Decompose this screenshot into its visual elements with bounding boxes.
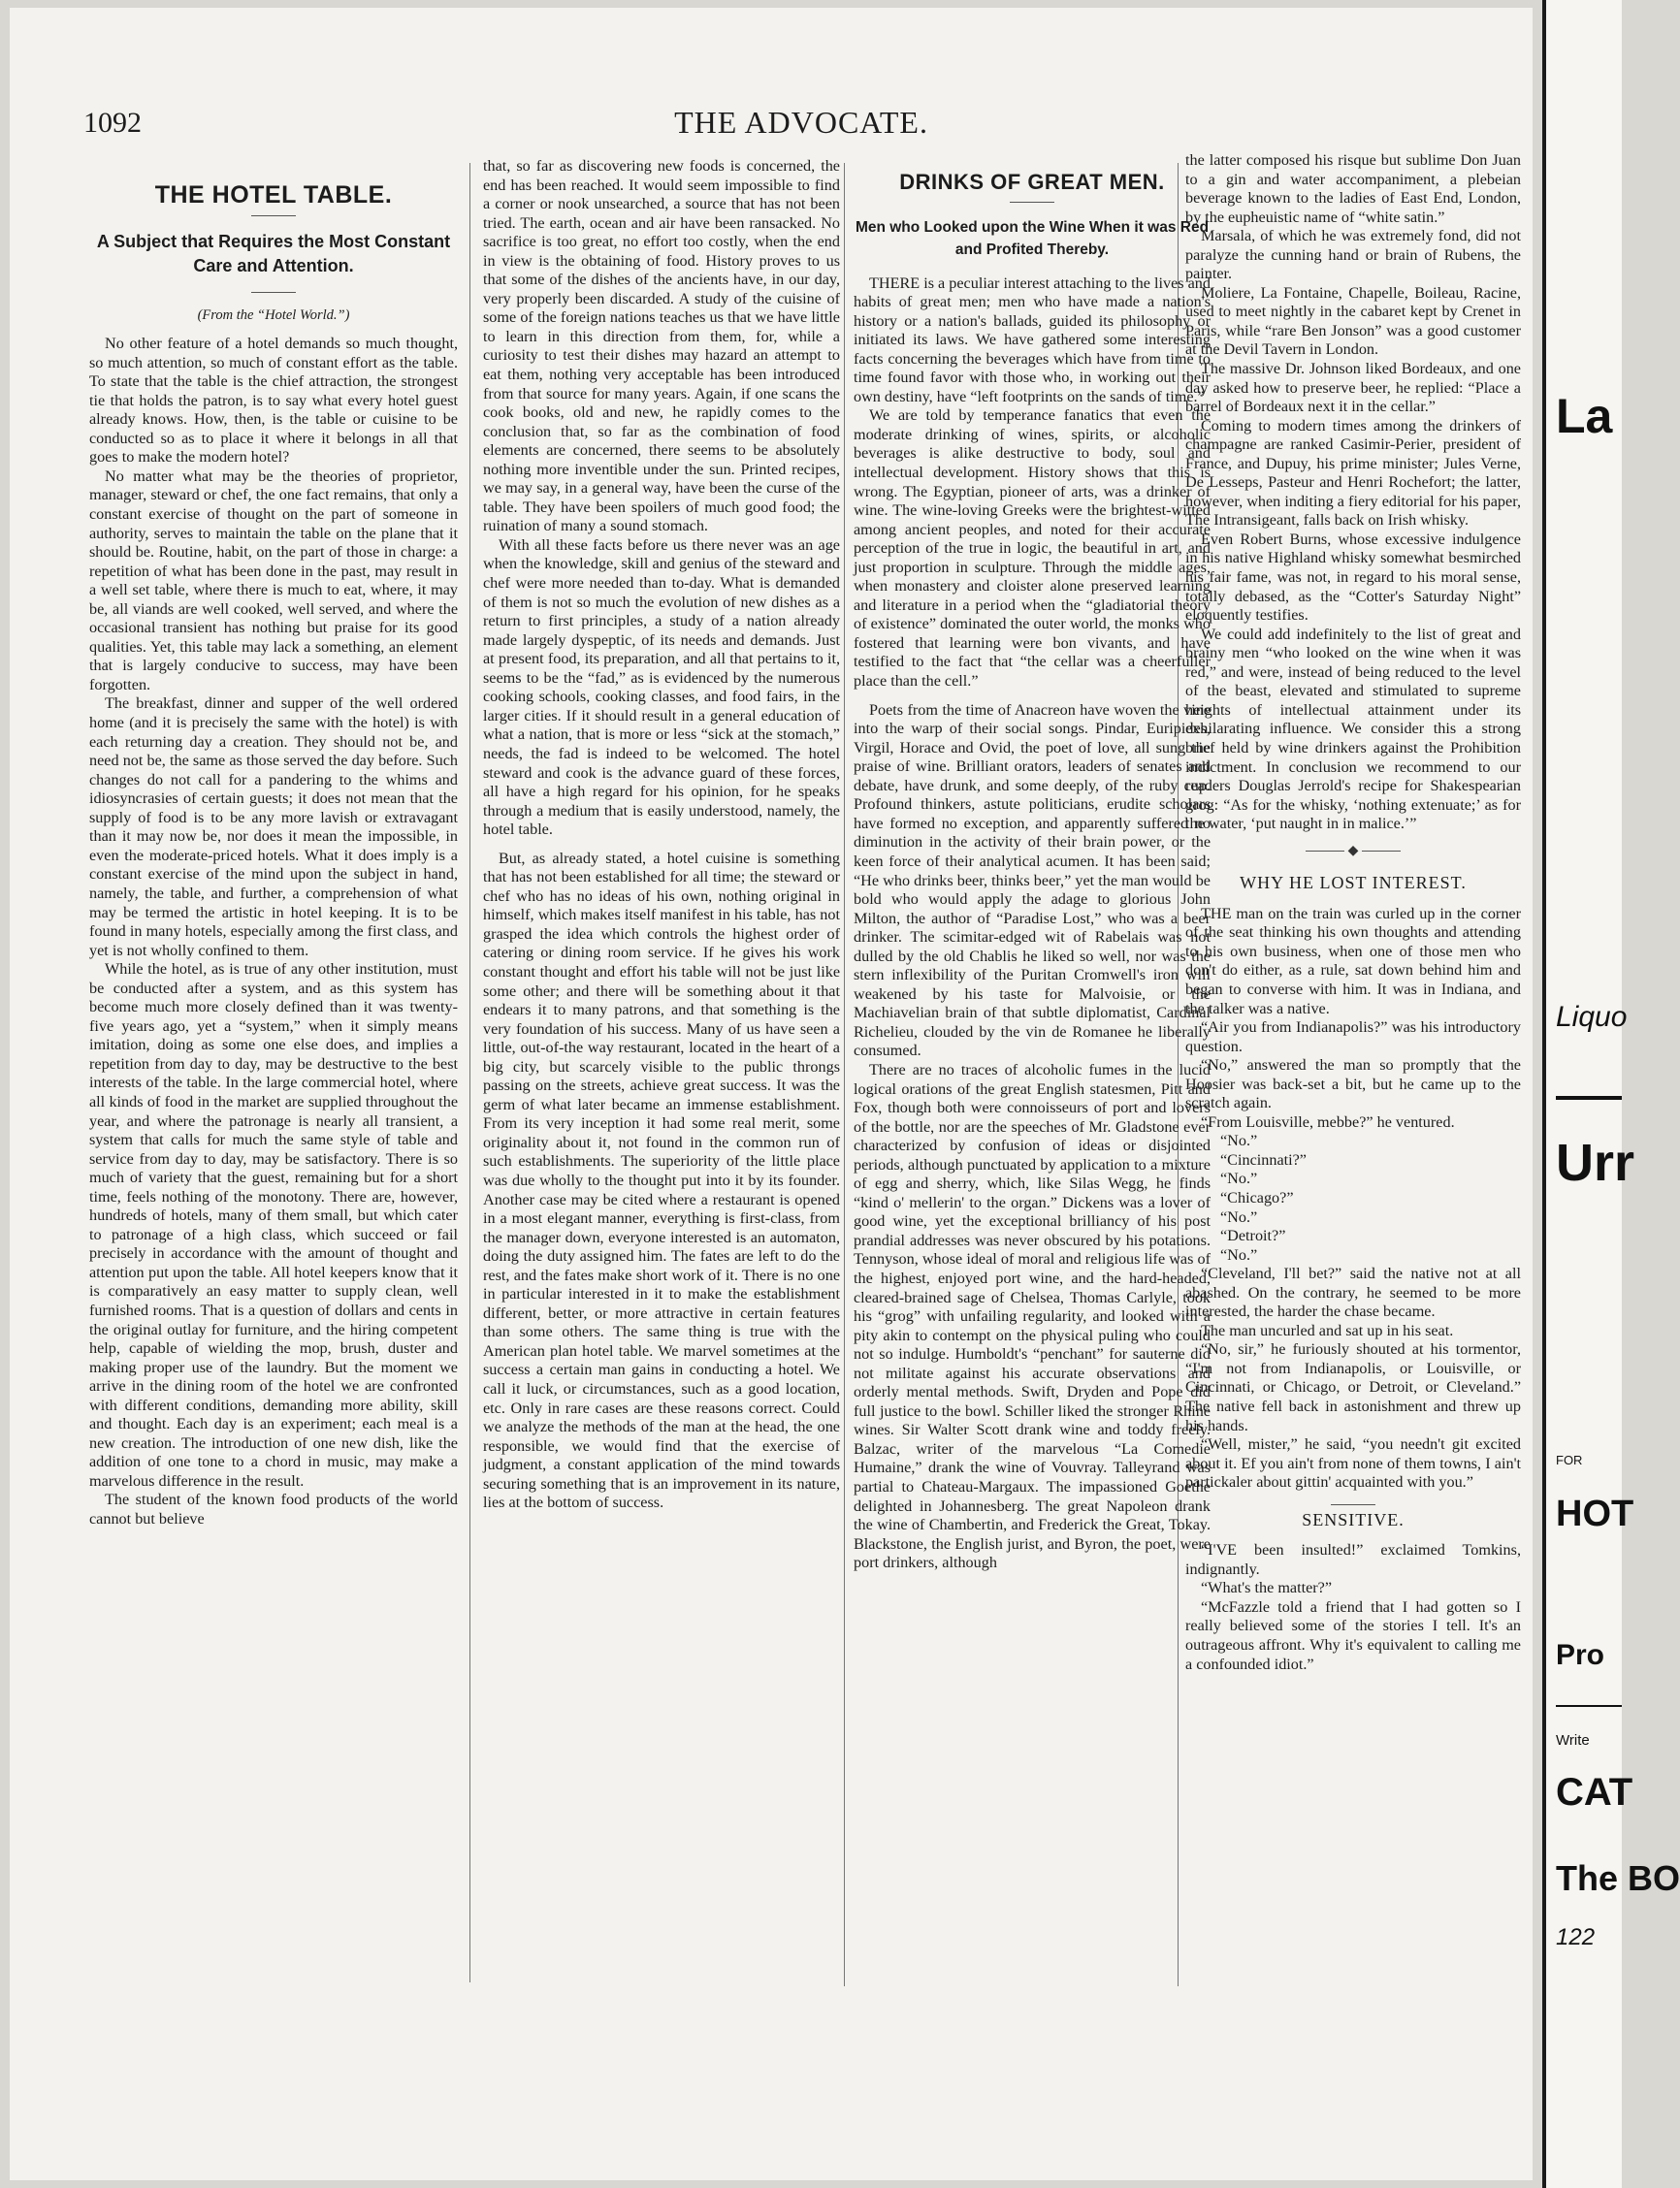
paragraph: Moliere, La Fontaine, Chapelle, Boileau, Racine, used to meet nightly in the cabaret kept by Crenet in Paris, while “rare Ben Jonson” was a good customer at the Devil Tavern in London. xyxy=(1185,283,1521,359)
article-headline: THE HOTEL TABLE. xyxy=(154,181,393,209)
dialogue-line: “No.” xyxy=(1220,1207,1258,1226)
paragraph: the latter composed his risque but sublime Don Juan to a gin and water accompaniment, a plebeian beverage known to the ladies of East End, London, by the eupheuistic name of “white satin.” xyxy=(1185,151,1521,226)
dialogue-line: “No.” xyxy=(1220,1245,1258,1264)
section-divider xyxy=(1331,1504,1375,1505)
paragraph: “No, sir,” he furiously shouted at his tormentor, “I'm not from Indianapolis, or Louisville, or Cincinnati, or Chicago, or Detroit, or Cleveland.” The native fell back in astonishment and threw up his hands. xyxy=(1185,1340,1521,1434)
fragment-text: 122 xyxy=(1556,1924,1596,1950)
fragment-text: Urr xyxy=(1556,1134,1635,1192)
article-subhead: Men who Looked upon the Wine When it was Red and Profited Thereby. xyxy=(855,218,1210,258)
paragraph: The massive Dr. Johnson liked Bordeaux, and one day asked how to preserve beer, he replied: “Place a barrel of Bordeaux next it in the cellar.” xyxy=(1185,360,1521,416)
fragment-text: HOT xyxy=(1556,1494,1634,1534)
dialogue-line: “Chicago?” xyxy=(1220,1188,1294,1207)
paragraph: THE man on the train was curled up in the corner of the seat thinking his own thoughts and attending to his own business, when one of those men who don't do either, as a rule, sat down behind him and began to converse with him. It was in Indiana, and the talker was a native. xyxy=(1185,904,1521,1017)
paragraph: Marsala, of which he was extremely fond, did not paralyze the cunning hand or brain of Rubens, the painter. xyxy=(1185,227,1521,283)
fragment-text: FOR xyxy=(1556,1453,1583,1467)
dialogue-line: “No.” xyxy=(1220,1132,1258,1150)
paragraph: “McFazzle told a friend that I had gotten so I really believed some of the stories I tell. It's an outrageous affront. Why it's equivalent to calling me a confounded idiot.” xyxy=(1185,1597,1521,1673)
fragment-text: Write xyxy=(1556,1732,1590,1749)
article-credit: (From the “Hotel World.”) xyxy=(197,306,350,323)
dialogue-line: “Detroit?” xyxy=(1220,1227,1286,1245)
paragraph: Coming to modern times among the drinkers of champagne are ranked Casimir-Perier, president of France, and Dupuy, his prime minister; Jules Verne, De Lesseps, Pasteur and Henri Rochefort; the latter, however, when inditing a fiery editorial for his paper, The Intransigeant, falls back on Irish whisky. xyxy=(1185,416,1521,530)
article-subhead: A Subject that Requires the Most Constant Care and Attention. xyxy=(96,231,451,275)
headline-divider xyxy=(251,215,296,216)
article-drinks-continued xyxy=(1185,151,1521,1674)
paragraph: We are told by temperance fanatics that even the moderate drinking of wines, spirits, or alcoholic beverages is alike destructive to body, soul and intellectual development. History shows that this is wrong. The Egyptian, pioneer of arts, was a drinker of wine. The wine-loving Greeks were the brightest-witted among ancient peoples, and noted for their accurate perception of the true in logic, the beautiful in art, and just proportion in sculpture. Through the middle ages, when monastery and cloister alone preserved learning and literature in a period when the “gladiatorial theory of existence” dominated the outer world, the monks who fostered that learning were bon vivants, and have testified to the fact that “the cellar was a cheerfuller place than the cell.” xyxy=(854,406,1211,691)
article-headline-sensitive: SENSITIVE. xyxy=(1302,1509,1405,1529)
fragment-text: CAT xyxy=(1556,1771,1633,1814)
paragraph: The man uncurled and sat up in his seat. xyxy=(1201,1321,1454,1339)
dialogue-line: “No.” xyxy=(1220,1170,1258,1188)
paragraph: THERE is a peculiar interest attaching to the lives and habits of great men; men who have made a nation's history or a nation's ballads, guided its philosophy or initiated its laws. We have gathered some interesting facts concerning the beverages which have from time to time found favor with those who, in working out their own destiny, have “left footprints on the sands of time.” xyxy=(854,274,1211,405)
paragraph: No matter what may be the theories of proprietor, manager, steward or chef, the one fact remains, that only a constant exercise of thought on the part of someone in authority, serves to maintain the table on the plane that it should be. Routine, habit, on the part of those in charge: a repetition of what has been done in the past, may result in a well set table, where there is much to eat, where, it may be, all viands are well cooked, well served, and where the occasional transient has nothing but praise for its good qualities. Yet, this table may lack a something, an element that is largely conducive to success, may have been forgotten. xyxy=(89,467,458,693)
paragraph: “Well, mister,” he said, “you needn't git excited about it. Ef you ain't from none of them towns, I ain't partickaler about gittin' acquainted with you.” xyxy=(1185,1435,1521,1492)
article-headline: DRINKS OF GREAT MEN. xyxy=(899,170,1165,194)
column-rule-2 xyxy=(844,163,845,1986)
paragraph: that, so far as discovering new foods is concerned, the end has been reached. It would seem impossible to find a corner or nook unsearched, a source that has not been tried. The earth, ocean and air have been ransacked. No sacrifice is too great, no effort too costly, when the end in view is the obtaining of food. History proves to us that some of the dishes of the ancients have, in our day, very properly been discarded. A study of the cuisine of some of the foreign nations teaches us that we have little to learn in this direction from them, for, while a curiosity to test their dishes may hazard an attempt to eat them, nothing very acceptable has been introduced from that source for many years. Again, if one scans the cook books, old and new, he rapidly comes to the conclusion that, so far as the combination of food elements are concerned, there seems to be absolutely nothing more inventible under the sun. Printed recipes, we may say, in a general way, have been the curse of the table. They have been spoilers of much good food; the ruination of many a sound stomach. xyxy=(483,157,840,535)
paragraph: “What's the matter?” xyxy=(1201,1579,1333,1597)
article-hotel-table-continued xyxy=(483,157,840,1513)
paragraph: No other feature of a hotel demands so much thought, so much attention, so much of constant effort as the table. To state that the table is the chief attraction, the strongest tie that holds the patron, is to say what every hotel guest already knows. How, then, is the table or cuisine to be conducted so as to place it where it belongs in all that goes to make the modern hotel? xyxy=(89,335,458,467)
fragment-text: Pro xyxy=(1556,1639,1605,1671)
adjacent-page-fragment xyxy=(1542,0,1680,2188)
article-drinks-of-great-men xyxy=(854,157,1211,1573)
paragraph: Even Robert Burns, whose excessive indulgence in his native Highland whisky somewhat besmirched his fair fame, was not, in regard to his moral sense, totally debased, as the “Cotter's Saturday Night” eloquently testifies. xyxy=(1185,530,1521,625)
paragraph: “Cleveland, I'll bet?” said the native not at all abashed. On the contrary, he seemed to be more interested, the harder the chase became. xyxy=(1185,1265,1521,1321)
paragraph: “From Louisville, mebbe?” he ventured. xyxy=(1201,1112,1455,1131)
paragraph: “Air you from Indianapolis?” was his introductory question. xyxy=(1185,1018,1521,1055)
page-header xyxy=(83,101,1519,140)
fragment-text: Liquo xyxy=(1556,1001,1628,1033)
paragraph: There are no traces of alcoholic fumes in the lucid logical orations of the great English statesmen, Pitt and Fox, though both were connoisseurs of port and lovers of the bottle, nor are the speeches of Mr. Gladstone ever characterized by confusion of ideas or disjointed periods, although punctuated by application to a mixture of egg and sherry, which, like Silas Wegg, he finds “kind o' mellerin' to the organ.” Dickens was a lover of good wine, yet the exceptional brilliancy of his post prandial addresses was never obscured by his potations. Tennyson, whose ideal of moral and religious life was of the highest, enjoyed port wine, and the hard-headed, cleared-brained sage of Chelsea, Thomas Carlyle, took his “grog” with unfailing regularity, and looked with a pity akin to contempt on the physical puling who could not so indulge. Humboldt's “penchant” for sauterne did not militate against his accurate observations and orderly mental methods. Swift, Dryden and Pope did full justice to the bowl. Schiller liked the stronger Rhine wines. Sir Walter Scott drank wine and toddy freely. Balzac, writer of the marvelous “La Comedie Humaine,” drank the wine of Vouvray. Talleyrand was partial to Chateau-Margaux. The impassioned Goethe delighted in Johannesberg. The great Napoleon drank the wine of Chambertin, and Frederick the Great, Tokay. Blackstone, the English jurist, and Byron, the poet, were port drinkers, although xyxy=(854,1060,1211,1572)
fragment-text: La xyxy=(1556,389,1613,443)
dialogue-line: “Cincinnati?” xyxy=(1220,1150,1307,1169)
paragraph: Poets from the time of Anacreon have woven the vine into the warp of their social songs. Pindar, Euripides, Virgil, Horace and Ovid, the poet of love, all sung the praise of wine. Brilliant orators, leaders of senates and debate, have drunk, and some deeply, of the ruby cup. Profound thinkers, astute politicians, erudite scholars have formed no exception, and apparently suffered no diminution in the activity of their brain power, or the keen force of their analytical acumen. It has been said; “He who drinks beer, thinks beer,” yet the man would be bold who would apply the adage to glorious John Milton, the author of “Paradise Lost,” who was a beer drinker. The scimitar-edged wit of Rabelais was not dulled by the old Chablis he liked so well, nor was the stern inflexibility of the Puritan Cromwell's iron will weakened by his taste for Malvoisie, or the Machiavelian brain of that subtle diplomatist, Cardinal Richelieu, clouded by the vin de Romanee he liberally consumed. xyxy=(854,700,1211,1060)
fragment-text: The BO xyxy=(1556,1858,1680,1898)
fragment-rule xyxy=(1556,1705,1622,1707)
paragraph: While the hotel, as is true of any other institution, must be conducted after a system, and as this system has become much more closely defined than it was twenty-five years ago, yet a “system,” when it simply means imitation, doing as some one else does, and implies a repetition from day to day, may be destructive to the best interests of the table. In the large commercial hotel, where all kinds of food in the market are supplied throughout the year, and where the patronage is nearly all transient, a system that calls for much the same style of table and service from day to day, may be satisfactory. There is so much of variety that the guest, remaining but for a short time, feels nothing of the monotony. There are, however, hundreds of hotels, many of them small, but which cater to patronage of a high class, which succeed or fail precisely in accordance with the amount of thought and attention put upon the table. All hotel keepers know that it is comparatively an easy matter to supply clean, well furnished rooms. That is a question of dollars and cents in the original outlay for furniture, and the hiring competent help, capable of wielding the mop, brush, duster and making proper use of the laundry. But the moment we arrive in the dining room of the hotel we are confronted with different conditions, demanding more ability, skill and thought. Each day is an experiment; each meal is a new creation. The introduction of one new dish, like the addition of one tone to a chord in music, may make a marvelous difference in the result. xyxy=(89,960,458,1490)
article-hotel-table xyxy=(89,157,458,1529)
article-headline-why-he-lost-interest: WHY HE LOST INTEREST. xyxy=(1240,873,1467,893)
paragraph: “I'VE been insulted!” exclaimed Tomkins, indignantly. xyxy=(1185,1541,1521,1578)
paragraph: The breakfast, dinner and supper of the well ordered home (and it is precisely the same with the hotel) is with each returning day a creation. They should not be, and need not be, the same as those served the day before. Such changes do not call for a pandering to the whims and idiosyncrasies of certain guests; it does not mean that the supply of food is to be any more lavish or extravagant than it may now be, nor does it mean the impossible, in even the moderate-priced hotels. What it does imply is a constant exercise of the mind upon the subject in hand, namely, the table, and further, a comprehension of what may be termed the artistic in hotel keeping. It is to be found in many hotels, especially among the first class, and yet is not wholly confined to them. xyxy=(89,694,458,959)
subhead-divider xyxy=(251,292,296,293)
paragraph: We could add indefinitely to the list of great and brainy men “who looked on the wine when it was red,” and were, instead of being reduced to the level of the beast, elevated and stimulated to supreme heights of intellectual attainment under its exhilarating influence. We consider this a strong brief held by wine drinkers against the Prohibition indictment. In conclusion we recommend to our readers Douglas Jerrold's recipe for Shakespearian grog: “As for the whisky, ‘nothing extenuate;’ as for the water, ‘put naught in in malice.’” xyxy=(1185,625,1521,833)
headline-divider xyxy=(1010,202,1054,203)
fragment-rule xyxy=(1556,1096,1622,1100)
paragraph: The student of the known food products of the world cannot but believe xyxy=(89,1491,458,1528)
paragraph: But, as already stated, a hotel cuisine is something that has not been established for all time; the steward or chef who has no ideas of his own, nothing original in himself, which makes itself manifest in his table, has not grasped the idea which controls the highest order of catering or dining room service. If he gives his work constant thought and effort his table will not be just like some other; and there will be something about it that endears it to many patrons, and that something is the very foundation of his success. Many of us have seen a little, out-of-the way restaurant, located in the heart of a big city, but scarcely visible to the public throngs passing on the streets, achieve great success. It was the germ of what later became an immense establishment. From its very inception it had some real merit, some originality about it, not found in the common run of such establishments. The superiority of the little place was due wholly to the thought put into it by its founder. Another case may be cited where a restaurant is opened in a most elegant manner, everything is first-class, from the manager down, everyone interested is an automaton, doing the duty assigned him. The fates are left to do the rest, and the fates make short work of it. There is no one in particular interested in it to make the establishment different, better, or more attractive in certain features than some others. The same thing is true with the American plan hotel table. We marvel sometimes at the success a certain man gains in conducting a hotel. We call it luck, or circumstances, such as a good location, etc. Only in rare cases are these reasons correct. Could we analyze the methods of the man at the head, the one responsible, we would find that the exercise of judgment, a constant application of the mind towards securing something that is an improvement in its nature, lies at the bottom of success. xyxy=(483,849,840,1512)
page-number: 1092 xyxy=(83,107,142,139)
publication-title: THE ADVOCATE. xyxy=(674,105,928,140)
diamond-ornament-icon: ◆ xyxy=(1185,842,1521,861)
paragraph: “No,” answered the man so promptly that the Hoosier was back-set a bit, but he came up to the scratch again. xyxy=(1185,1056,1521,1112)
column-rule-1 xyxy=(469,163,470,1982)
paragraph: With all these facts before us there never was an age when the knowledge, skill and genius of the steward and chef were more needed than to-day. What is demanded of them is not so much the evolution of new dishes as a return to first principles, a study of a nation already made largely dyspeptic, of its needs and demands. Just at present food, its preparation, and all that pertains to it, seems to be the “fad,” as is evidenced by the numerous cooking schools, cooking classes, and food fairs, in the larger cities. If it should result in a general education of what a nation, that is more or less “sick at the stomach,” needs, the fad is indeed to be welcomed. The hotel steward and cook is the advance guard of these forces, all have a high regard for his opinion, for he speaks through a medium that is easily understood, namely, the hotel table. xyxy=(483,535,840,839)
